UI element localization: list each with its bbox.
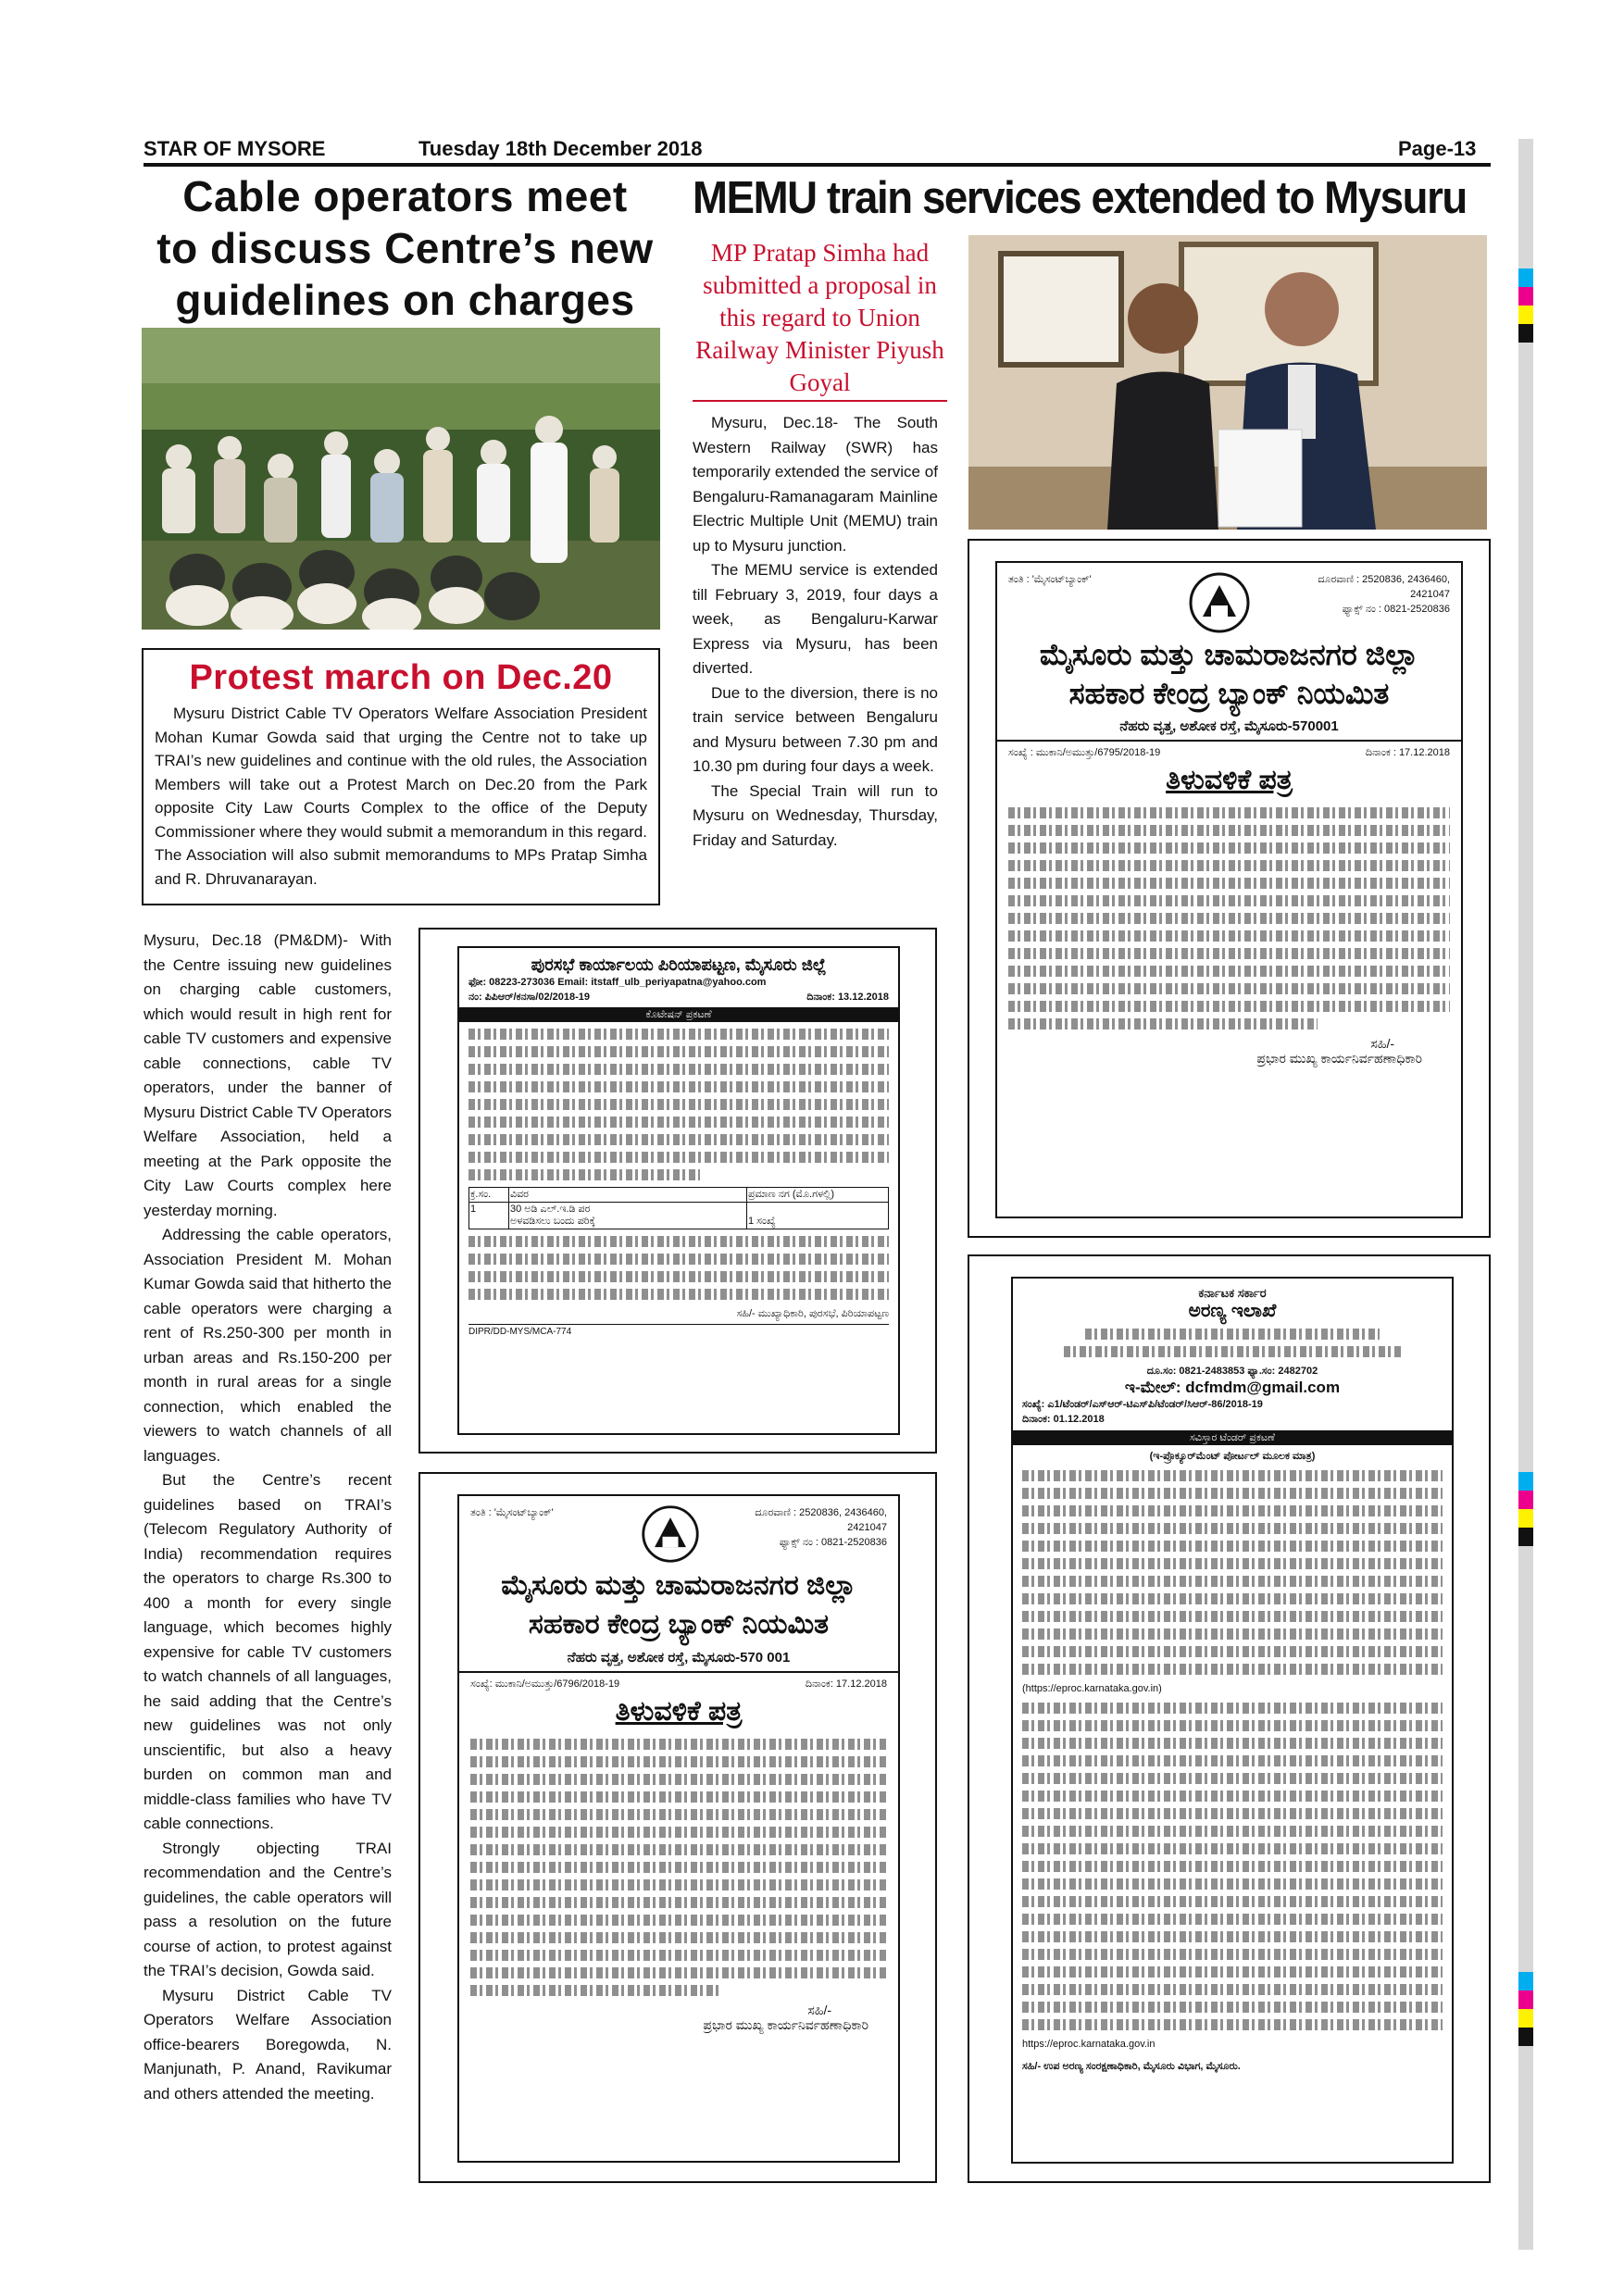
memu-paragraph: Due to the diversion, there is no train service between Bengaluru and Mysuru between 7.30 pm and 10.30 pm during four days a week. (693, 683, 938, 775)
black-swatch (1518, 1528, 1533, 1546)
masthead-rule (144, 163, 1491, 167)
printer-margin-bar (1518, 139, 1533, 2250)
memu-photo (968, 235, 1487, 530)
bank-address: ನೆಹರು ವೃತ್ತ, ಅಶೋಕ ರಸ್ತೆ, ಮೈಸೂರು-570001 (1119, 718, 1339, 734)
deck-rule (693, 400, 947, 402)
municipal-row-qty: 1 ಸಂಖ್ಯೆ (747, 1203, 889, 1229)
bank-title-line1: ಮೈಸೂರು ಮತ್ತು ಚಾಮರಾಜನಗರ ಜಿಲ್ಲಾ (501, 1570, 856, 1601)
yellow-swatch (1518, 2009, 1533, 2028)
forest-date: ದಿನಾಂಕ: 01.12.2018 (1022, 1414, 1105, 1425)
bank-grams: ತಂತಿ : 'ಮೈಸಂಟ್‌ಬ್ಯಾಂಕ್' (470, 1507, 554, 1518)
municipal-col-qty: ಪ್ರಮಾಣ ನಗ (ಮೊ.ಗಳಲ್ಲಿ) (747, 1188, 889, 1203)
magenta-swatch (1518, 1990, 1533, 2009)
municipal-row-no: 1 (469, 1203, 509, 1229)
cmyk-registration-marks (1518, 268, 1533, 343)
protest-box (142, 648, 660, 905)
municipal-table (468, 1187, 889, 1229)
masthead-date: Tuesday 18th December 2018 (418, 137, 703, 160)
yellow-swatch (1518, 306, 1533, 324)
memu-deck: MP Pratap Simha had submitted a proposal in this regard to Union Railway Minister Piyush Goyal (695, 239, 944, 396)
forest-link-1[interactable]: (https://eproc.karnataka.gov.in) (1022, 1683, 1162, 1694)
municipal-dipr: DIPR/DD-MYS/MCA-774 (468, 1324, 889, 1340)
bank-emblem-icon (1187, 570, 1252, 635)
municipal-date: ದಿನಾಂಕ: 13.12.2018 (806, 992, 889, 1003)
cable-paragraph: Mysuru, Dec.18 (PM&DM)- With the Centre issuing new guidelines on charging cable customers, which would result in high rent for cable TV customers and expensive cable connections, cable TV operators, under the banner of Mysuru District Cable TV Operators Welfare Association, held a meeting at the Park opposite the City Law Courts complex here yesterday morning. (144, 931, 392, 1219)
forest-subnotice: (ಇ-ಪ್ರೊಕ್ಯೂರ್‌ಮೆಂಟ್ ಪೋರ್ಟಲ್ ಮೂಲಕ ಮಾತ್ರ) (1149, 1451, 1316, 1462)
bank-title-line1: ಮೈಸೂರು ಮತ್ತು ಚಾಮರಾಜನಗರ ಜಿಲ್ಲಾ (1039, 638, 1419, 671)
municipal-notice: ಕೊಟೇಷನ್ ಪ್ರಕಟಣೆ (459, 1007, 898, 1022)
cable-headline (139, 170, 671, 326)
municipal-ref: ನಂ: ಪಿಪಿಆರ್/ಕನಸಾ/02/2018-19 (468, 992, 591, 1003)
magenta-swatch (1518, 1491, 1533, 1509)
forest-ref: ಸಂಖ್ಯೆ: ಎ1/ಟೆಂಡರ್/ಎಸ್‌ಆರ್-ಟಿಎಸ್‌ಪಿ/ಟೆಂಡರ್/ಸಿಆರ್-86/2018-19 (1022, 1399, 1263, 1410)
bank-grams: ತಂತಿ : 'ಮೈಸಂಟ್‌ಬ್ಯಾಂಕ್' (1008, 574, 1092, 585)
cyan-swatch (1518, 268, 1533, 287)
masthead-paper: STAR OF MYSORE (144, 137, 326, 160)
cable-paragraph: But the Centre’s recent guidelines based on TRAI’s (Telecom Regulatory Authority of India) recommendation requires the operators to charge Rs.300 to 400 a month for every single language, which becomes highly expensive for cable TV customers to watch channels of all languages, he said adding that the Centre’s new guidelines was not only unscientific, but also a heavy burden on common man and middle-class families who have TV cable connections. (144, 1471, 392, 1832)
cmyk-registration-marks (1518, 1972, 1533, 2046)
cable-meeting-photo (142, 328, 660, 630)
bank-notice-title: ತಿಳುವಳಿಕೆ ಪತ್ರ (615, 1696, 743, 1727)
bank-officer: ಪ್ರಭಾರ ಮುಖ್ಯ ಕಾರ್ಯನಿರ್ವಹಣಾಧಿಕಾರಿ (1256, 1051, 1422, 1066)
memu-paragraph: The MEMU service is extended till February 3, 2019, four days a week, as Bengaluru-Karwar Express via Mysuru, has been diverted. (693, 561, 938, 677)
bank-title-line2: ಸಹಕಾರ ಕೇಂದ್ರ ಬ್ಯಾಂಕ್ ನಿಯಮಿತ (528, 1609, 830, 1640)
cable-story-body (144, 929, 392, 2106)
black-swatch (1518, 324, 1533, 343)
forest-notice-body (1022, 1470, 1443, 1675)
forest-notice: ಸವಿಸ್ತಾರ ಟೆಂಡರ್ ಪ್ರಕಟಣೆ (1013, 1430, 1452, 1445)
bank-emblem-icon (640, 1504, 701, 1565)
municipal-row-item: 30 ಅಡಿ ಎಲ್.ಇ.ಡಿ ಪರ ಅಳವಡಿಸಲು ಬಂದು ಪರಿಕ್ಕೆ (509, 1203, 747, 1229)
cable-paragraph: Addressing the cable operators, Association President M. Mohan Kumar Gowda said that hitherto the cable operators were charging a rent of Rs.250-300 per month in urban areas and Rs.150-200 per month in rural areas for a single connection, which enabled the viewers to watch channels of all languages. (144, 1226, 392, 1465)
bank-ref: ಸಂಖ್ಯೆ: ಮುಕಾನಿ/ಅಮುತ್ತು/6796/2018-19 (470, 1678, 620, 1690)
bank-phone: ದೂರವಾಣಿ : 2520836, 2436460, 2421047 (755, 1507, 887, 1533)
bank-officer: ಪ್ರಭಾರ ಮುಖ್ಯ ಕಾರ್ಯನಿರ್ವಹಣಾಧಿಕಾರಿ (703, 2017, 868, 2032)
bank-title-line2: ಸಹಕಾರ ಕೇಂದ್ರ ಬ್ಯಾಂಕ್ ನಿಯಮಿತ (1068, 677, 1390, 710)
municipal-quotation-ad (418, 928, 937, 1454)
municipal-title: ಪುರಸಭೆ ಕಾರ್ಯಾಲಯ ಪಿರಿಯಾಪಟ್ಟಣ, ಮೈಸೂರು ಜಿಲ್ಲೆ (531, 955, 827, 974)
yellow-swatch (1518, 1509, 1533, 1528)
forest-notice-body (1022, 1703, 1443, 2030)
memu-paragraph: Mysuru, Dec.18- The South Western Railway (SWR) has temporarily extended the service of Bengaluru-Ramanagaram Mainline Electric Multiple Unit (MEMU) train up to Mysuru junction. (693, 414, 938, 555)
bank-date: ದಿನಾಂಕ : 17.12.2018 (1365, 747, 1450, 758)
forest-govt: ಕರ್ನಾಟಕ ಸರ್ಕಾರ (1198, 1286, 1267, 1300)
bank-ref: ಸಂಖ್ಯೆ : ಮುಕಾನಿ/ಅಮುತ್ತು/6795/2018-19 (1008, 747, 1161, 758)
cable-paragraph: Strongly objecting TRAI recommendation and the Centre’s guidelines, the cable operators will pass a resolution on the future course of action, to protest against the TRAI’s decision, Gowda said. (144, 1839, 392, 1979)
bank-notice-body (470, 1739, 887, 1996)
bank-notice-title: ತಿಳುವಳಿಕೆ ಪತ್ರ (1166, 765, 1293, 795)
memu-story-body (693, 411, 938, 853)
municipal-contact: ಫೋ: 08223-273036 Email: itstaff_ulb_periyapatna@yahoo.com (468, 977, 767, 988)
municipal-col-item: ವಿವರ (509, 1188, 747, 1203)
protest-title: Protest march on Dec.20 (189, 658, 613, 697)
forest-sign: ಸಹಿ/- ಉಪ ಅರಣ್ಯ ಸಂರಕ್ಷಣಾಧಿಕಾರಿ, ಮೈಸೂರು ವಿಭಾಗ, ಮೈಸೂರು. (1022, 2061, 1241, 2072)
forest-tender-ad (968, 1254, 1491, 2183)
cyan-swatch (1518, 1472, 1533, 1491)
cyan-swatch (1518, 1972, 1533, 1990)
black-swatch (1518, 2028, 1533, 2046)
bank-sign: ಸಹಿ/- (1370, 1036, 1394, 1051)
bank-sign: ಸಹಿ/- (807, 2003, 831, 2017)
bank-fax: ಫ್ಯಾಕ್ಸ್ ನಂ : 0821-2520836 (779, 1537, 887, 1548)
municipal-sign: ಸಹಿ/- ಮುಖ್ಯಾಧಿಕಾರಿ, ಪುರಸಭೆ, ಪಿರಿಯಾಪಟ್ಟಣ (736, 1308, 889, 1319)
protest-text: Mysuru District Cable TV Operators Welfare Association President Mohan Kumar Gowda said that urging the Centre not to take up TRAI’s new guidelines and continue with the old rules, the Association Members will take out a Protest March on Dec.20 from the Park opposite City Law Courts Complex to the office of the Deputy Commissioner where they would submit a memorandum in this regard. The Association will also submit memorandums to MPs Pratap Simha and R. Dhruvanarayan. (155, 705, 647, 888)
masthead-page: Page-13 (1398, 137, 1477, 160)
bank-phone: ದೂರವಾಣಿ : 2520836, 2436460, 2421047 (1318, 574, 1450, 600)
bank-notice-ad-top (968, 539, 1491, 1238)
forest-office: ಅರಣ್ಯ ಇಲಾಖೆ (1188, 1301, 1277, 1321)
cmyk-registration-marks (1518, 1472, 1533, 1546)
bank-date: ದಿನಾಂಕ: 17.12.2018 (805, 1678, 887, 1690)
cable-headline-line: to discuss Centre’s new (156, 224, 654, 272)
municipal-col-no: ಕ್ರ.ಸಂ. (469, 1188, 509, 1203)
bank-notice-body (1008, 807, 1450, 1029)
forest-email: ಇ-ಮೇಲ್: dcfmdm@gmail.com (1124, 1379, 1341, 1396)
cable-headline-line: guidelines on charges (175, 276, 635, 324)
cable-headline-line: Cable operators meet (182, 172, 628, 220)
memu-paragraph: The Special Train will run to Mysuru on Wednesday, Thursday, Friday and Saturday. (693, 781, 938, 849)
bank-fax: ಫ್ಯಾಕ್ಸ್ ನಂ : 0821-2520836 (1342, 604, 1450, 615)
municipal-terms (468, 1236, 889, 1300)
bank-address: ನೆಹರು ವೃತ್ತ, ಅಶೋಕ ರಸ್ತೆ, ಮೈಸೂರು-570 001 (567, 1650, 791, 1666)
municipal-notice-body (468, 1029, 889, 1180)
memu-headline: MEMU train services extended to Mysuru (693, 173, 1467, 223)
bank-notice-ad-bottom (418, 1472, 937, 2183)
forest-contact: ದೂ.ಸಂ: 0821-2483853 ಫ್ಯಾ.ಸಂ: 2482702 (1146, 1366, 1318, 1377)
forest-link-2[interactable]: https://eproc.karnataka.gov.in (1022, 2039, 1156, 2050)
cable-paragraph: Mysuru District Cable TV Operators Welfare Association office-bearers Boregowda, N. Manjunath, P. Anand, Ravikumar and others attended the meeting. (144, 1986, 392, 2103)
magenta-swatch (1518, 287, 1533, 306)
